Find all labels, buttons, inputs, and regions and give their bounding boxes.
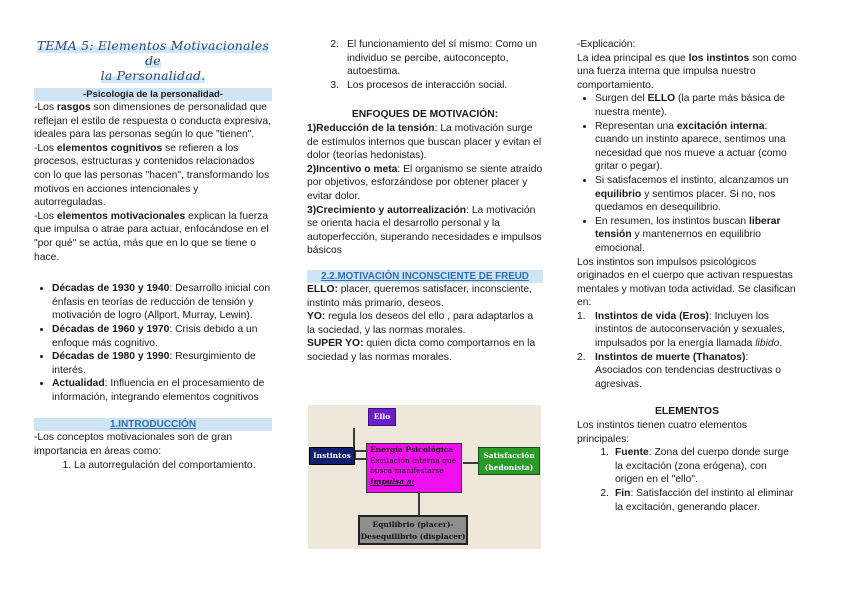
- instintos-box: Instintos: [309, 447, 355, 465]
- paragraph-intro: -Los conceptos motivacionales son de gran importancia en áreas como:: [34, 432, 233, 458]
- paragraph-rasgos: -Los rasgos son dimensiones de personalidad que reflejan el estilo de respuesta o conducta expresiva, ideales para las personas según lo que "tienen".: [34, 102, 271, 141]
- column-3: [577, 0, 797, 514]
- section-band-freud: 2.2.MOTIVACIÓN INCONSCIENTE DE FREUD: [307, 270, 543, 283]
- equilibrio-box: Equilibrio (placer)- Desequilibrio (displacer): [358, 515, 468, 545]
- satisfaccion-box: Satisfacción (hedonista): [478, 447, 540, 475]
- energia-box: Energía Psicológica Excitación interna que busca manifestarse Impulsa a:: [366, 443, 462, 493]
- freud-diagram: [308, 405, 541, 549]
- column-1: [34, 0, 272, 472]
- enfoque-1: 1)Reducción de la tensión: La motivación surge de estímulos internos que buscan placer y evitan el dolor (teorías hedonistas).: [307, 122, 542, 162]
- connector: [418, 493, 420, 515]
- areas-list-continued: [307, 38, 543, 92]
- connector: [463, 462, 478, 464]
- paragraph-instintos: Los instintos son impulsos psicológicos originados en el cuerpo que activan respuestas mentales y motivan toda actividad. Se clasifican en:: [577, 256, 796, 309]
- instinct-bullets: [577, 92, 797, 255]
- elementos-list: [577, 446, 797, 514]
- list-item: 2. El funcionamiento del sí mismo: Como un individuo se percibe, autoconcepto, autoestima.: [330, 39, 538, 78]
- list-item: • Surgen del ELLO (la parte más básica de nuestra mente).: [595, 92, 797, 119]
- enfoque-3: 3)Crecimiento y autorrealización: La motivación se orienta hacia el desarrollo personal y la autoperfección, superando necesidades e impulsos básicos: [307, 204, 542, 257]
- list-item: • Décadas de 1980 y 1990: Resurgimiento de interés.: [52, 350, 272, 377]
- list-item: • Representan una excitación interna: cuando un instinto aparece, sentimos una necesidad que nos mueve a actuar (como gritar o pegar).: [595, 120, 797, 174]
- page-title: TEMA 5: Elementos Motivacionales de la Personalidad.: [36, 38, 270, 83]
- list-item: 1. La autorregulación del comportamiento.: [74, 459, 272, 473]
- paragraph-ello: ELLO: placer, queremos satisfacer, inconsciente, instinto más primario, deseos.: [307, 283, 532, 309]
- list-item: • Décadas de 1930 y 1940: Desarrollo inicial con énfasis en teorías de reducción de tensión y motivación de logro (Allport, Murray, Lewin).: [52, 282, 272, 323]
- section-band-introduccion: 1.INTRODUCCIÓN: [34, 418, 272, 431]
- list-item: • En resumen, los instintos buscan liberar tensión y mantenernos en equilibrio emocional.: [595, 215, 797, 256]
- section-band-psicologia: -Psicología de la personalidad-: [34, 88, 272, 101]
- list-item: 2. Instintos de muerte (Thanatos): Asociados con tendencias destructivas o agresivas.: [577, 351, 782, 390]
- list-item: 3. Los procesos de interacción social.: [330, 79, 508, 91]
- list-item: • Si satisfacemos el instinto, alcanzamos un equilibrio y sentimos placer. Si no, nos quedamos en desequilibrio.: [595, 174, 797, 215]
- list-item: 2. Fin: Satisfacción del instinto al eliminar la excitación, generando placer.: [600, 488, 794, 513]
- paragraph-elementos: Los instintos tienen cuatro elementos principales:: [577, 420, 747, 445]
- tipos-list: [577, 310, 797, 392]
- list-item: 1. Fuente: Zona del cuerpo donde surge la excitación (zona erógena), con origen en el "ello".: [600, 447, 790, 486]
- list-item: • Décadas de 1960 y 1970: Crisis debido a un enfoque más cognitivo.: [52, 323, 272, 350]
- enfoque-2: 2)Incentivo o meta: El organismo se siente atraído por objetivos, esforzándose por obtener placer y evitar dolor.: [307, 163, 543, 202]
- column-2: [307, 0, 543, 364]
- paragraph-cognitivos: -Los elementos cognitivos se refieren a los procesos, estructuras y contenidos relacionados con lo que las personas "hacen", transformando los motivos en acciones intencionales y autorreguladas.: [34, 142, 270, 209]
- elementos-heading: ELEMENTOS: [655, 406, 719, 418]
- paragraph-yo: YO: regula los deseos del ello , para adaptarlos a la sociedad, y las normas morales.: [307, 311, 534, 336]
- explicacion-heading: -Explicación:: [577, 39, 636, 50]
- list-item: • Actualidad: Influencia en el procesamiento de información, integrando elementos cognitivos: [52, 377, 272, 404]
- list-item: 1. Instintos de vida (Eros): Incluyen los instintos de autoconservación y sexuales, impulsados por la energía llamada libido.: [577, 310, 786, 350]
- enfoques-heading: ENFOQUES DE MOTIVACIÓN:: [351, 109, 499, 121]
- paragraph-super-yo: SUPER YO: quien dicta como comportarnos en la sociedad y las normas morales.: [307, 338, 536, 363]
- ello-box: Ello: [368, 408, 396, 426]
- paragraph-motivacionales: -Los elementos motivacionales explican la fuerza que impulsa o atrae para actuar, enfocándose en el "por qué" se actúa, más que en lo que se tiene o hace.: [34, 210, 269, 263]
- decades-list: [34, 282, 272, 404]
- paragraph-explicacion: La idea principal es que los instintos son como una fuerza interna que impulsa nuestro comportamiento.: [577, 52, 797, 91]
- areas-list: [34, 459, 272, 473]
